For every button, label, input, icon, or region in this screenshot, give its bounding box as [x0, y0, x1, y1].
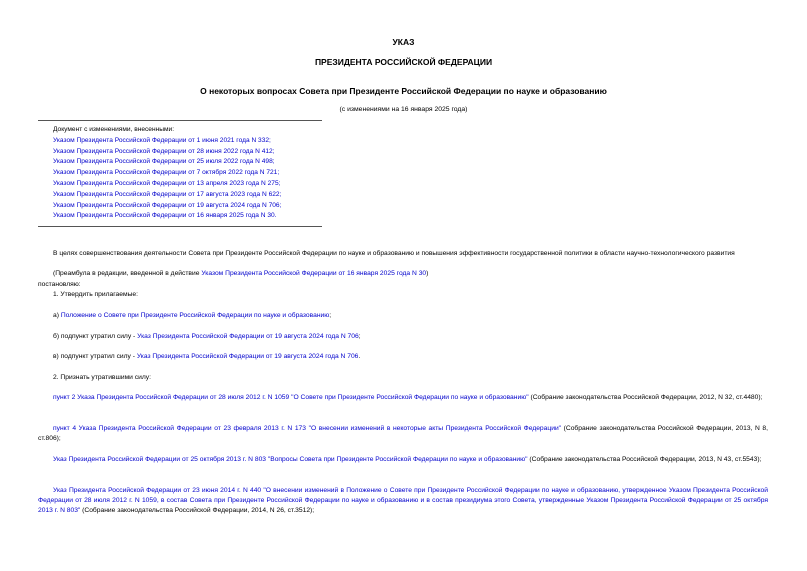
amendments-intro: Документ с изменениями, внесенными:	[53, 126, 175, 133]
repealed-item-1-source: (Собрание законодательства Российской Федерации, 2012, N 32, ст.4480);	[528, 394, 763, 401]
repealed-act-link[interactable]: Указ Президента Российской Федерации от 25 октября 2013 г. N 803 "Вопросы Совета при Президенте Российской Федерации по науке и образованию"	[53, 456, 528, 463]
repealed-act-link[interactable]: пункт 4 Указа Президента Российской Федерации от 23 февраля 2013 г. N 173 "О внесении изменений в некоторые акты Президента Российской Федерации"	[53, 425, 562, 432]
item-1b-suffix: ;	[358, 333, 361, 340]
amendments-box	[38, 120, 322, 227]
issuer-title: ПРЕЗИДЕНТА РОССИЙСКОЙ ФЕДЕРАЦИИ	[314, 57, 493, 67]
preamble-note	[38, 269, 768, 279]
item-1a-prefix: а)	[53, 312, 61, 319]
repealed-item-4-source: (Собрание законодательства Российской Федерации, 2014, N 26, ст.3512);	[80, 507, 315, 514]
amendment-link[interactable]: Указом Президента Российской Федерации от 28 июня 2022 года N 412;	[53, 147, 275, 155]
preamble-note-suffix: )	[426, 270, 429, 277]
regulation-link[interactable]: Положение о Совете при Президенте Российской Федерации по науке и образованию	[60, 312, 330, 319]
amendment-link[interactable]: Указом Президента Российской Федерации от 13 апреля 2023 года N 275;	[53, 179, 281, 187]
repealed-item-2-source: (Собрание законодательства Российской Федерации, 2013, N 8, ст.806);	[38, 425, 769, 442]
amendment-link[interactable]: Указом Президента Российской Федерации от 7 октября 2022 года N 721;	[53, 169, 280, 177]
decree-link[interactable]: Указ Президента Российской Федерации от 19 августа 2024 года N 706	[136, 353, 359, 360]
edition-note: (с изменениями на 16 января 2025 года)	[339, 106, 468, 113]
repealed-act-link[interactable]: Указ Президента Российской Федерации от 23 июня 2014 г. N 440 "О внесении изменений в Положение о Совете при Президенте Российской Федерации по науке и образованию, утвержденное Указом Президента Российской Федерации от 28 июля 2012 г. N 1059, в состав Совета при Президенте Российской Федерации по науке и образованию и в состав президиума этого Совета, утвержденные Указом Президента Российской Федерации от 25 октября 2013 г. N 803"	[38, 487, 768, 514]
item-1c-prefix: в) подпункт утратил силу -	[53, 353, 137, 360]
item-1a-suffix: ;	[329, 312, 332, 319]
resolve-text: постановляю:	[38, 281, 81, 288]
repealed-item-3-source: (Собрание законодательства Российской Федерации, 2013, N 43, ст.5543);	[527, 456, 762, 463]
preamble-note-link[interactable]: Указом Президента Российской Федерации от 16 января 2025 года N 30	[201, 270, 427, 277]
document-type-title: УКАЗ	[392, 37, 415, 47]
item-1a	[38, 311, 768, 321]
repealed-act-link[interactable]: пункт 2 Указа Президента Российской Федерации от 28 июля 2012 г. N 1059 "О Совете при Президенте Российской Федерации по науке и образованию"	[53, 394, 529, 401]
preamble-text: В целях совершенствования деятельности Совета при Президенте Российской Федерации по науке и образованию и повышения эффективности государственной политики в области научно-технологического развития	[53, 250, 735, 257]
amendment-link[interactable]: Указом Президента Российской Федерации от 19 августа 2024 года N 706;	[53, 201, 282, 209]
amendment-link[interactable]: Указом Президента Российской Федерации от 1 июня 2021 года N 332;	[53, 136, 271, 144]
preamble-note-prefix: (Преамбула в редакции, введенной в действие	[53, 270, 202, 277]
item-1-heading: 1. Утвердить прилагаемые:	[53, 291, 138, 298]
item-1c-suffix: .	[358, 353, 361, 360]
repealed-item-2	[38, 424, 768, 444]
document-subject: О некоторых вопросах Совета при Президенте Российской Федерации по науке и образованию	[200, 86, 607, 96]
item-1c	[38, 352, 768, 362]
item-2-heading: 2. Признать утратившими силу:	[53, 374, 151, 381]
amendment-link[interactable]: Указом Президента Российской Федерации от 25 июля 2022 года N 498;	[53, 158, 275, 166]
item-1b	[38, 332, 768, 342]
preamble-paragraph	[38, 249, 768, 259]
decree-link[interactable]: Указ Президента Российской Федерации от 19 августа 2024 года N 706	[137, 333, 359, 340]
repealed-item-3	[38, 455, 768, 465]
repealed-item-1	[38, 393, 768, 403]
repealed-item-4	[38, 486, 768, 516]
amendment-link[interactable]: Указом Президента Российской Федерации от 17 августа 2023 года N 622;	[53, 190, 282, 198]
item-1b-prefix: б) подпункт утратил силу -	[53, 333, 138, 340]
amendment-link[interactable]: Указом Президента Российской Федерации от 16 января 2025 года N 30.	[53, 212, 277, 220]
